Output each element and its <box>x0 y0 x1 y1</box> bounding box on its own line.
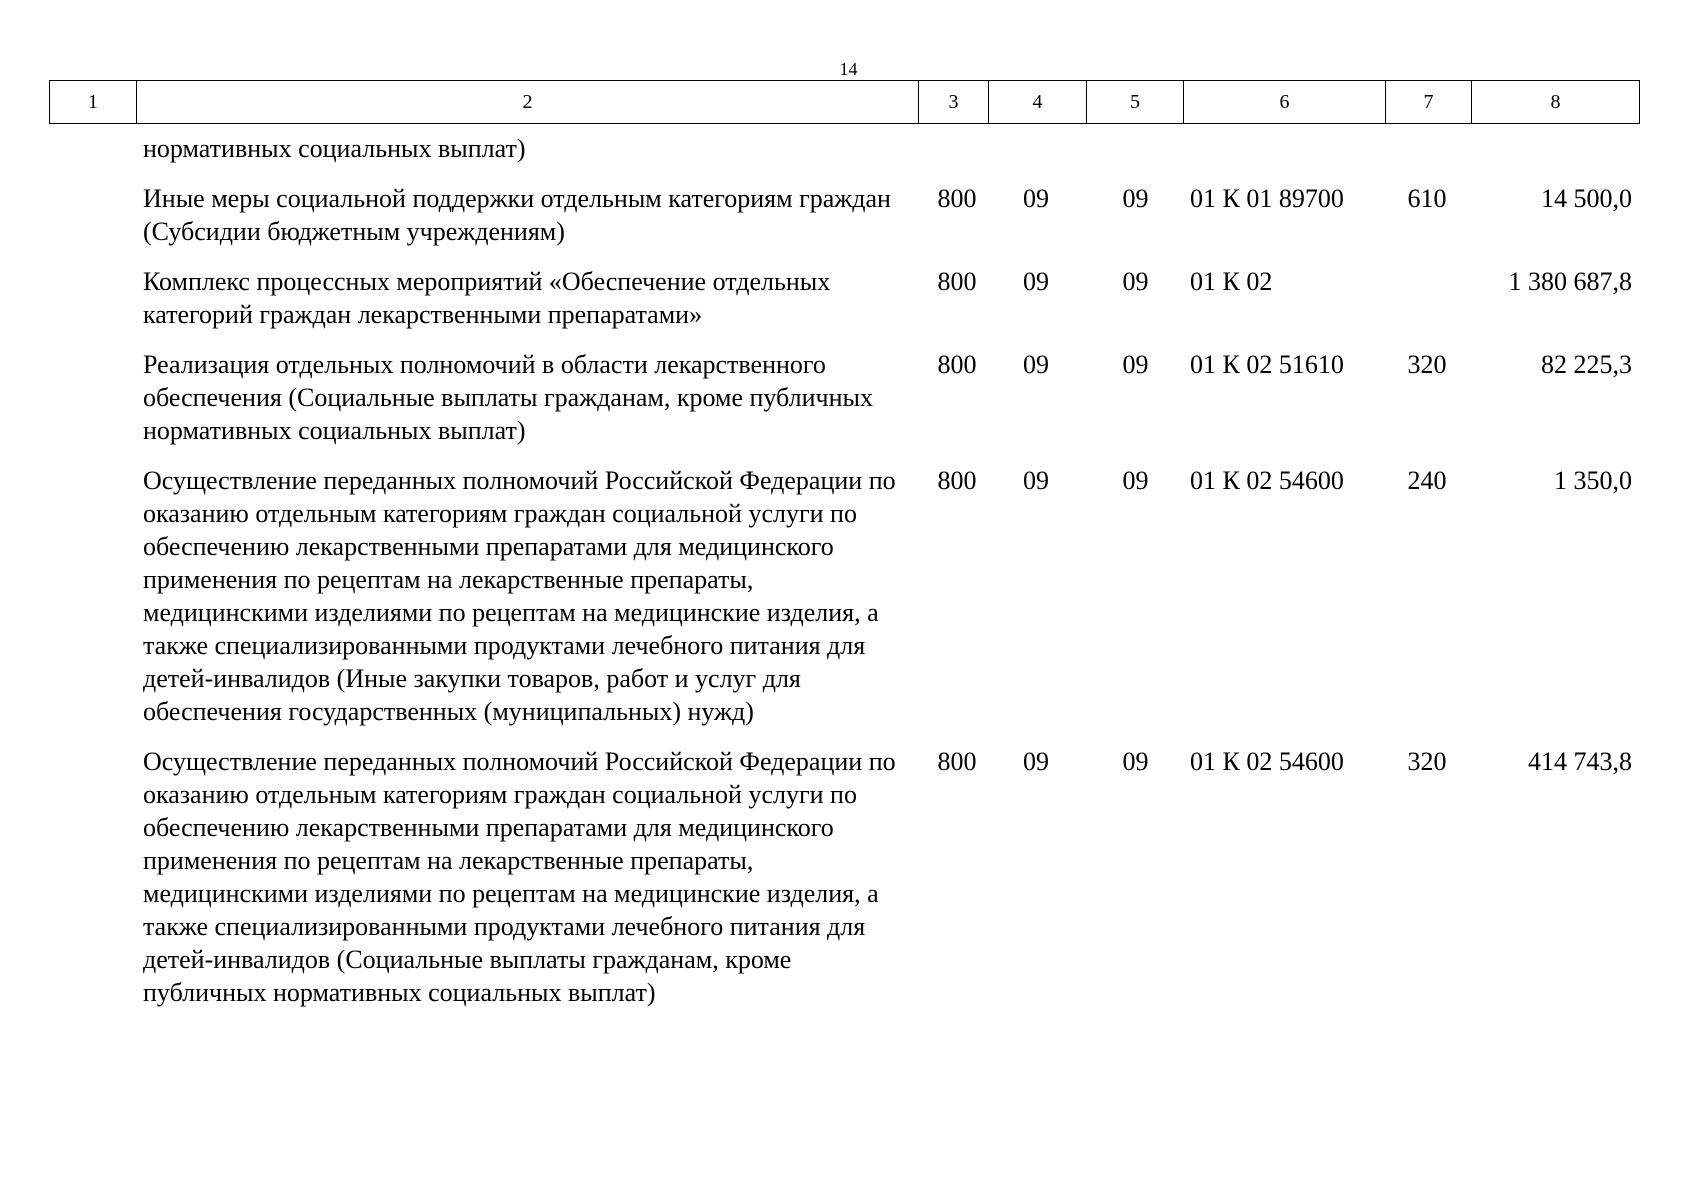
row-amount-cell <box>1470 132 1640 165</box>
header-cell-1: 1 <box>88 90 98 113</box>
row-code-4-cell: 09 <box>1023 267 1049 296</box>
row-name-cell: Комплекс процессных мероприятий «Обеспечение отдельных категорий граждан лекарственными препаратами» <box>143 267 831 329</box>
row-code-4-cell <box>987 132 1085 165</box>
row-code-6-cell: 01 К 02 54600 <box>1190 747 1344 776</box>
header-cell-7: 7 <box>1385 81 1471 123</box>
row-code-6-cell: 01 К 02 <box>1190 267 1273 296</box>
row-code-5-cell: 09 <box>1122 184 1149 213</box>
row-code-7-cell: 610 <box>1407 184 1447 213</box>
row-code-4-cell: 09 <box>1023 466 1049 495</box>
table-row <box>49 464 1640 728</box>
row-code-3-cell <box>917 132 987 165</box>
table-row <box>49 745 1640 1009</box>
row-name-cell: Иные меры социальной поддержки отдельным категориям граждан (Субсидии бюджетным учреждениям) <box>143 184 891 246</box>
row-code-7-cell: 320 <box>1407 747 1447 776</box>
header-cell-4: 4 <box>988 81 1086 123</box>
row-code-6-cell <box>1182 132 1384 165</box>
row-code-3-cell: 800 <box>937 466 977 495</box>
row-code-5-cell: 09 <box>1122 267 1149 296</box>
header-cell-2: 2 <box>136 81 918 123</box>
row-code-3-cell: 800 <box>937 350 977 379</box>
row-name-cell: Осуществление переданных полномочий Российской Федерации по оказанию отдельным категориям граждан социальной услуги по обеспечению лекарственными препаратами для медицинского применения по рецептам на лекарственные препараты, медицинскими изделиями по рецептам на медицинские изделия, а также специализированными продуктами лечебного питания для детей-инвалидов (Социальные выплаты гражданам, кроме публичных нормативных социальных выплат) <box>143 747 896 1007</box>
row-code-7-cell <box>1384 265 1470 331</box>
row-code-6-cell: 01 К 02 54600 <box>1190 466 1344 495</box>
row-code-7-cell: 320 <box>1407 350 1447 379</box>
row-amount-cell: 414 743,8 <box>1528 747 1632 776</box>
row-name-cell: Осуществление переданных полномочий Российской Федерации по оказанию отдельным категориям граждан социальной услуги по обеспечению лекарственными препаратами для медицинского применения по рецептам на лекарственные препараты, медицинскими изделиями по рецептам на медицинские изделия, а также специализированными продуктами лечебного питания для детей-инвалидов (Иные закупки товаров, работ и услуг для обеспечения государственных (муниципальных) нужд) <box>143 466 896 726</box>
row-code-5-cell: 09 <box>1122 350 1149 379</box>
row-code-3-cell: 800 <box>937 747 977 776</box>
row-code-3-cell: 800 <box>937 267 977 296</box>
table-row <box>49 132 1640 165</box>
table-row <box>49 182 1640 248</box>
row-amount-cell: 1 350,0 <box>1554 466 1632 495</box>
row-code-4-cell: 09 <box>1023 184 1049 213</box>
row-code-6-cell: 01 К 02 51610 <box>1190 350 1344 379</box>
header-cell-6: 6 <box>1183 81 1385 123</box>
row-amount-cell: 14 500,0 <box>1541 184 1632 213</box>
row-code-7-cell <box>1384 132 1470 165</box>
row-amount-cell: 1 380 687,8 <box>1508 267 1632 296</box>
row-code-4-cell: 09 <box>1023 747 1049 776</box>
header-cell-5: 5 <box>1086 81 1183 123</box>
header-cell-3: 3 <box>918 81 988 123</box>
table-row <box>49 348 1640 447</box>
row-code-7-cell: 240 <box>1407 466 1447 495</box>
page-number: 14 <box>839 59 858 79</box>
table-body <box>49 132 1640 1009</box>
row-amount-cell: 82 225,3 <box>1541 350 1632 379</box>
row-name-cell: Реализация отдельных полномочий в области лекарственного обеспечения (Социальные выплаты гражданам, кроме публичных нормативных социальных выплат) <box>143 350 873 445</box>
table-row <box>49 265 1640 331</box>
row-code-3-cell: 800 <box>937 184 977 213</box>
row-name-cell: нормативных социальных выплат) <box>143 134 526 163</box>
table-header-row <box>49 80 1640 124</box>
row-code-5-cell: 09 <box>1122 747 1149 776</box>
row-code-6-cell: 01 К 01 89700 <box>1190 184 1344 213</box>
row-code-4-cell: 09 <box>1023 350 1049 379</box>
row-code-5-cell: 09 <box>1122 466 1149 495</box>
row-code-5-cell <box>1085 132 1182 165</box>
header-cell-8: 8 <box>1471 81 1639 123</box>
